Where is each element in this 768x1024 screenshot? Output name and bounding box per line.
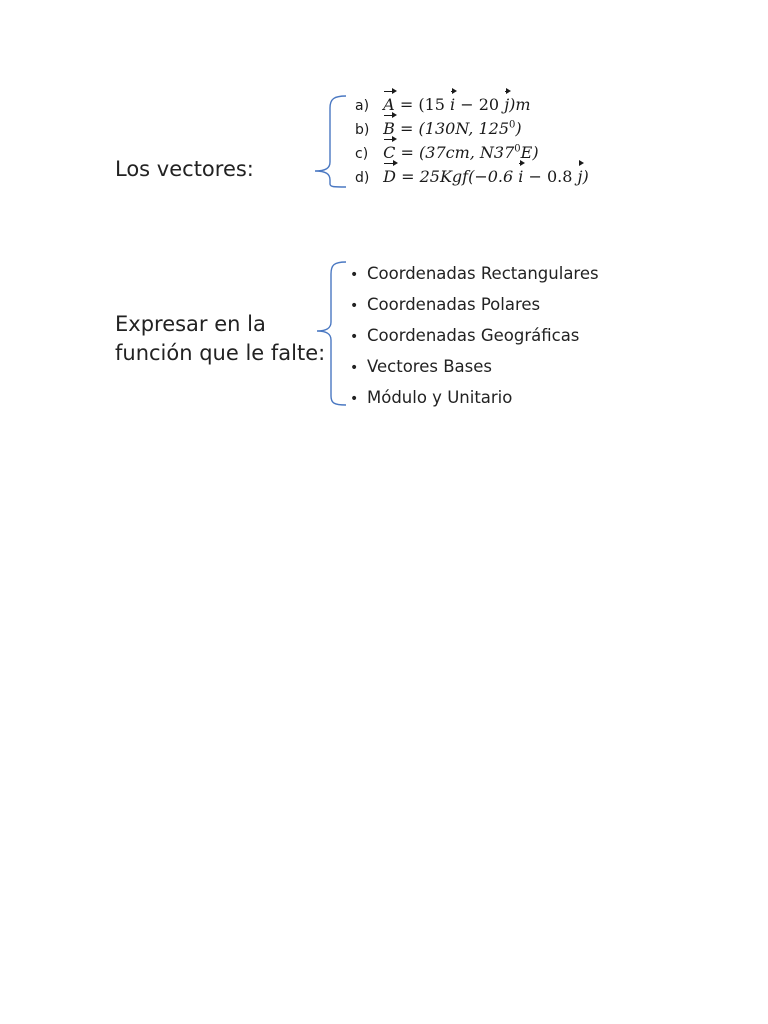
expresar-brace xyxy=(314,260,354,408)
function-item xyxy=(350,258,599,289)
function-item xyxy=(350,351,599,382)
vector-a-part-3: )m xyxy=(509,95,531,114)
vector-c-value: (37cm, N37 xyxy=(419,143,515,162)
unit-j: j xyxy=(504,93,509,117)
unit-i: i xyxy=(518,165,523,189)
vector-item-d xyxy=(355,165,589,189)
function-list xyxy=(350,258,599,413)
bullet-icon: • xyxy=(350,329,359,345)
bullet-icon: • xyxy=(350,298,359,314)
function-item xyxy=(350,289,599,320)
function-item-label: Coordenadas Rectangulares xyxy=(367,264,599,283)
vector-b-expression: B = (130N, $125^0$) xyxy=(383,119,521,138)
vectores-label: Los vectores: xyxy=(115,157,254,181)
vector-a-part-1: (15 xyxy=(418,95,445,114)
unit-i: i xyxy=(450,93,455,117)
vector-a-expression: A = (15 i − 20 j)m xyxy=(383,95,530,114)
vector-item-letter: a) xyxy=(355,98,370,114)
function-item-label: Módulo y Unitario xyxy=(367,388,513,407)
vector-b-superscript: 0 xyxy=(509,119,516,131)
vector-d-name: D xyxy=(383,165,396,189)
vector-c-name: C xyxy=(383,141,395,165)
function-item-label: Coordenadas Polares xyxy=(367,295,541,314)
expresar-label xyxy=(115,310,325,368)
vector-a-part-2: − 20 xyxy=(460,95,500,114)
vector-item-a xyxy=(355,93,589,117)
vector-c-tail: E) xyxy=(520,143,539,162)
expresar-label-line-1: Expresar en la xyxy=(115,312,266,336)
vector-c-superscript: 0 xyxy=(514,143,521,155)
function-item-label: Coordenadas Geográficas xyxy=(367,326,580,345)
vectores-brace xyxy=(310,94,350,189)
expresar-label-line-2: función que le falte: xyxy=(115,341,326,365)
vector-list xyxy=(355,93,589,189)
vector-c-expression: C = (37cm, $N37^0E$) xyxy=(383,143,538,162)
vector-b-tail: ) xyxy=(515,119,522,138)
vector-d-part-3: ) xyxy=(582,167,589,186)
vector-d-part-1: 25Kgf(−0.6 xyxy=(419,167,514,186)
function-item xyxy=(350,382,599,413)
bullet-icon: • xyxy=(350,360,359,376)
unit-j: j xyxy=(578,165,583,189)
vector-d-part-2: − 0.8 xyxy=(528,167,573,186)
bullet-icon: • xyxy=(350,391,359,407)
vector-item-c xyxy=(355,141,589,165)
vector-item-letter: b) xyxy=(355,122,370,138)
vector-item-letter: d) xyxy=(355,170,370,186)
vector-item-b xyxy=(355,117,589,141)
vector-item-letter: c) xyxy=(355,146,369,162)
vector-b-name: B xyxy=(383,117,395,141)
vector-a-name: A xyxy=(383,93,395,117)
function-item xyxy=(350,320,599,351)
bullet-icon: • xyxy=(350,267,359,283)
vector-d-expression: D = 25Kgf(−0.6 i − 0.8 j) xyxy=(383,167,589,186)
vector-b-value: (130N, 125 xyxy=(418,119,509,138)
function-item-label: Vectores Bases xyxy=(367,357,492,376)
